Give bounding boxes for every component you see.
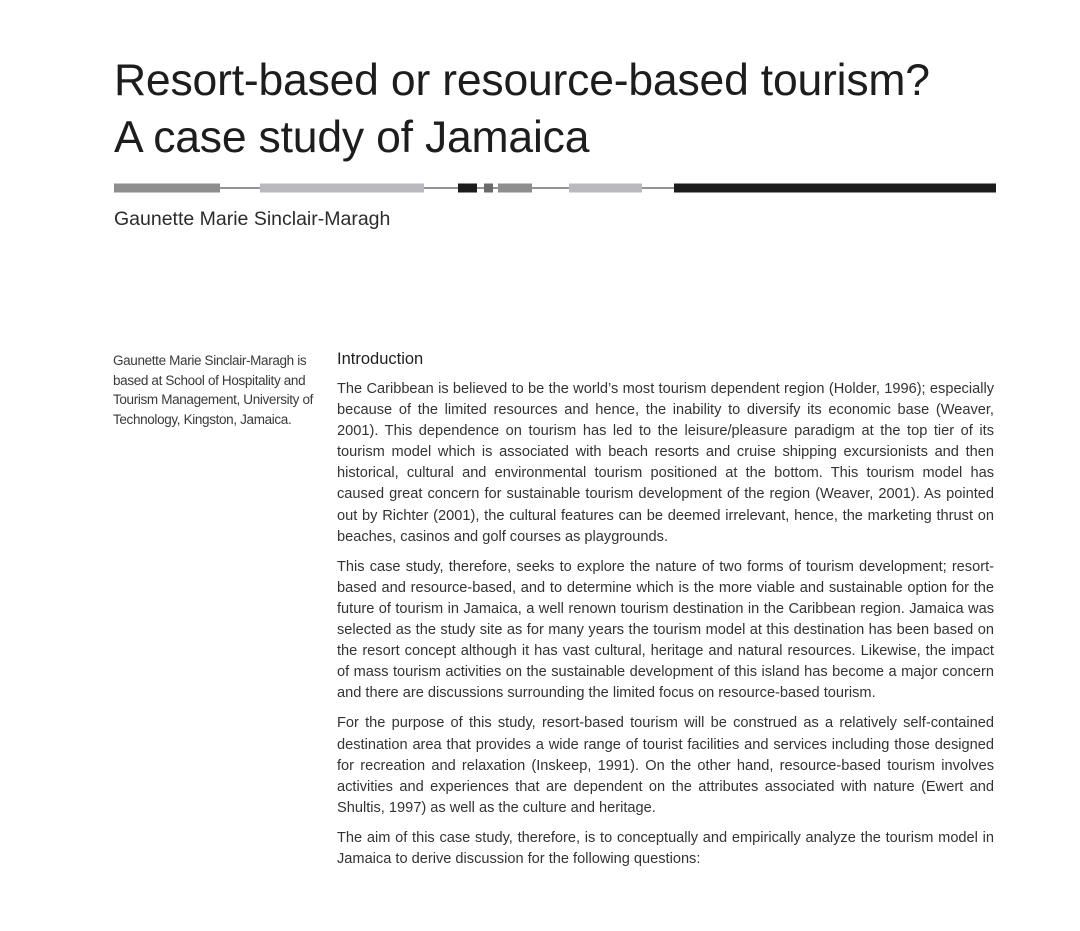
decorative-rule [114, 182, 996, 194]
rule-segment [674, 184, 996, 193]
body-paragraph: For the purpose of this study, resort-based tourism will be construed as a relatively self-contained destination area that provides a wide range of tourist facilities and services including those designed for recreation and relaxation (Inskeep, 1991). On the other hand, resource-based tourism involves activities and experiences that are dependent on the attributes associated with nature (Ewert and Shultis, 1997) as well as the culture and heritage. [337, 715, 994, 816]
title-line-1: Resort-based or resource-based tourism? [114, 56, 930, 105]
body-paragraph: The aim of this case study, therefore, is to conceptually and empirically analyze the tourism model in Jamaica to derive discussion for the following questions: [337, 829, 994, 867]
title-line-2: A case study of Jamaica [114, 113, 590, 162]
body-paragraph: This case study, therefore, seeks to explore the nature of two forms of tourism development; resort-based and resource-based, and to determine which is the more viable and sustainable option for the future of tourism in Jamaica, a well renown tourism destination in the Caribbean region. Jamaica was selected as the study site as for many years the tourism model at this destination has been based on the resort concept although it has vast cultural, heritage and natural resources. Likewise, the impact of mass tourism activities on the sustainable development of this island has become a major concern and there are discussions surrounding the limited focus on resource-based tourism. [337, 558, 994, 702]
rule-segment [498, 184, 532, 193]
body-paragraph: The Caribbean is believed to be the world’s most tourism dependent region (Holder, 1996); especially because of the limited resources and hence, the inability to diversify its economic base (Weaver, 2001). This dependence on tourism has led to the leisure/pleasure paradigm at the top tier of its tourism model which is associated with beach resorts and cruise shipping excursionists and then historical, cultural and environmental tourism positioned at the bottom. This tourism model has caused great concern for sustainable tourism development of the region (Weaver, 2001). As pointed out by Richter (2001), the cultural features can be deemed irrelevant, hence, the marketing thrust on beaches, casinos and golf courses as playgrounds. [337, 381, 994, 545]
rule-segment [260, 184, 424, 193]
section-heading: Introduction [337, 350, 424, 368]
author-name: Gaunette Marie Sinclair-Maragh [114, 208, 391, 230]
rule-segment [484, 184, 493, 193]
author-affiliation: Gaunette Marie Sinclair-Maragh is based at School of Hospitality and Tourism Management, University of Technology, Kingston, Jamaica. [113, 353, 314, 427]
main-text-column [337, 348, 994, 879]
rule-segment [114, 184, 220, 193]
paper-title [114, 52, 1014, 166]
rule-segment [569, 184, 642, 193]
rule-segment [458, 184, 477, 193]
